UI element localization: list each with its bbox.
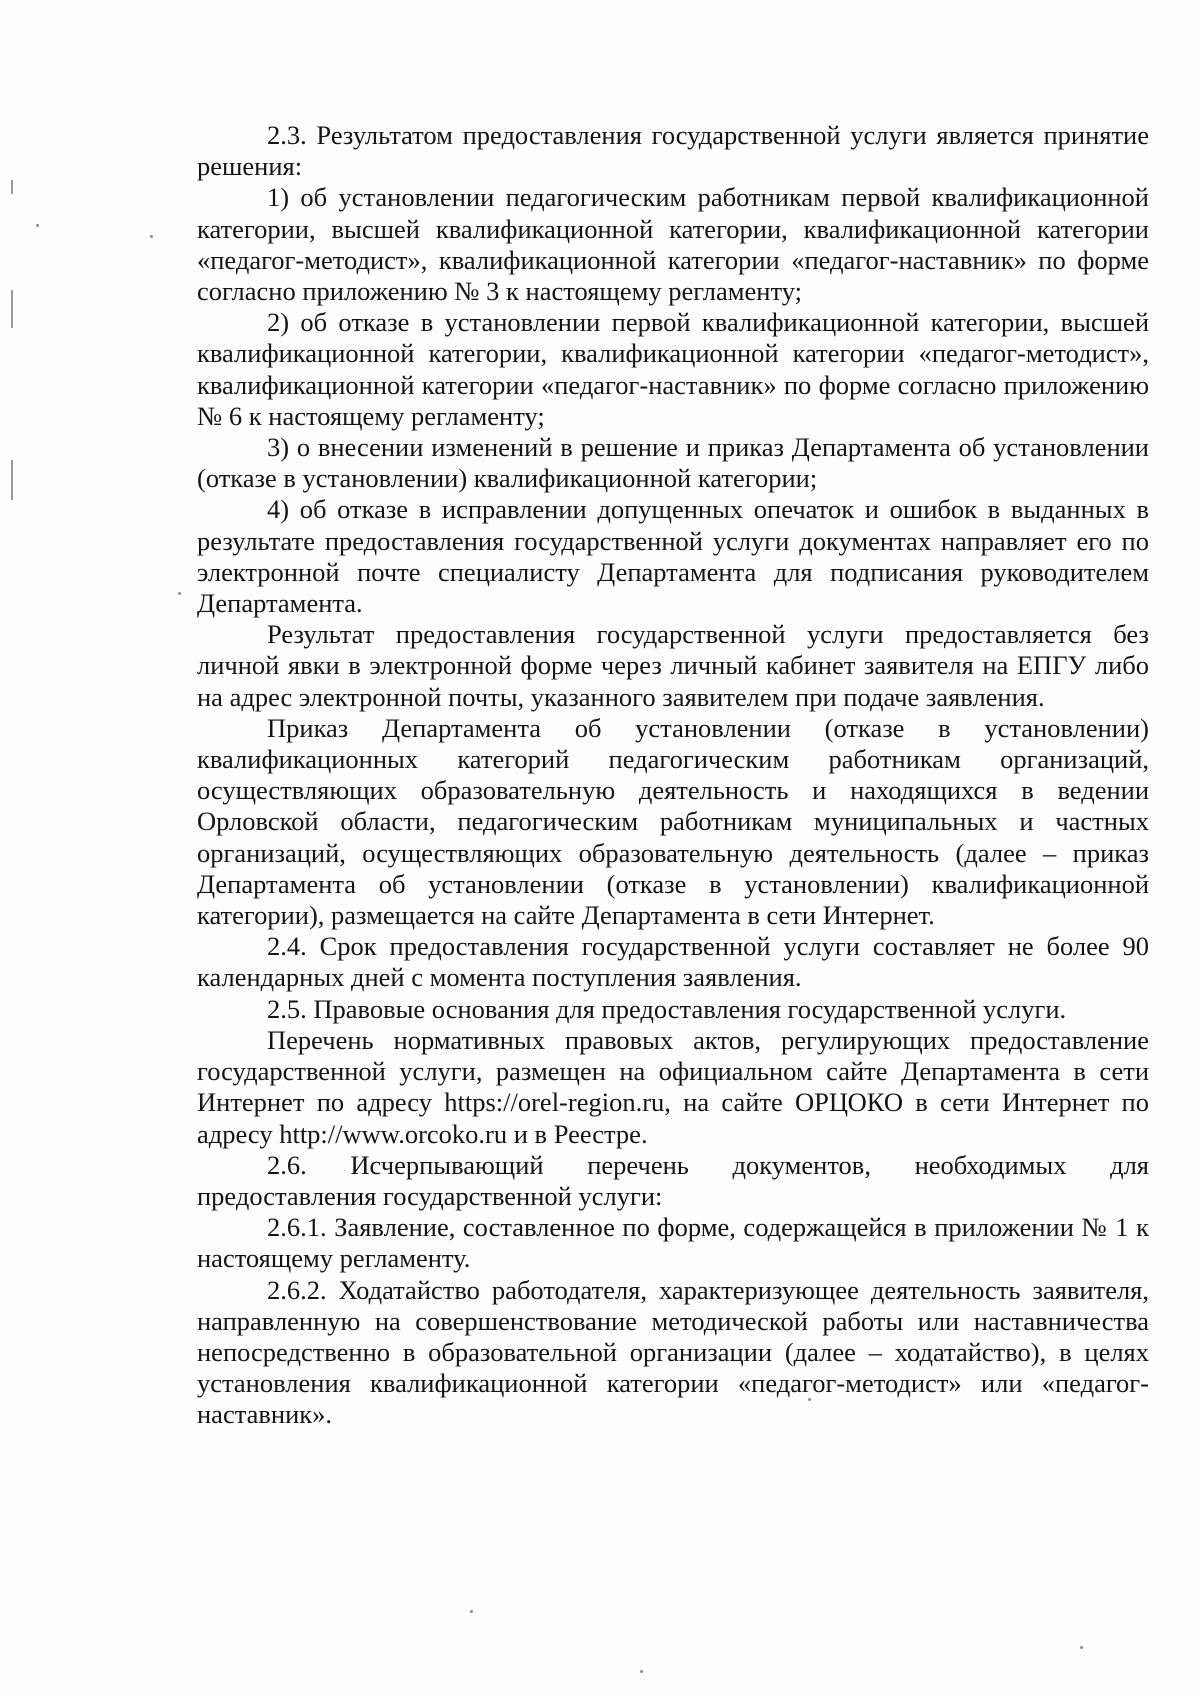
list-item-1: 1) об установлении педагогическим работникам первой квалификационной категории, высшей квалификационной категории, квалификационной категории «педагог-методист», квалификационной категории «педагог-наставник» по форме согласно приложению № 3 к настоящему регламенту; [197, 182, 1149, 307]
list-item-3: 3) о внесении изменений в решение и приказ Департамента об установлении (отказе в установлении) квалификационной категории; [197, 432, 1149, 494]
paragraph-2-4: 2.4. Срок предоставления государственной услуги составляет не более 90 календарных дней с момента поступления заявления. [197, 931, 1149, 993]
document-body [197, 120, 1149, 1431]
paragraph-2-3: 2.3. Результатом предоставления государственной услуги является принятие решения: [197, 120, 1149, 182]
paragraph-legal-acts: Перечень нормативных правовых актов, регулирующих предоставление государственной услуги, размещен на официальном сайте Департамента в сети Интернет по адресу https://orel-region.ru, на сайте ОРЦОКО в сети Интернет по адресу http://www.orcoko.ru и в Реестре. [197, 1024, 1149, 1149]
paragraph-2-6-1: 2.6.1. Заявление, составленное по форме, содержащейся в приложении № 1 к настоящему регламенту. [197, 1212, 1149, 1274]
paragraph-result: Результат предоставления государственной услуги предоставляется без личной явки в электронной форме через личный кабинет заявителя на ЕПГУ либо на адрес электронной почты, указанного заявителем при подаче заявления. [197, 619, 1149, 712]
scan-dot [36, 224, 39, 227]
scan-mark [11, 460, 13, 500]
scan-mark [11, 180, 13, 194]
list-item-2: 2) об отказе в установлении первой квалификационной категории, высшей квалификационной категории, квалификационной категории «педагог-методист», квалификационной категории «педагог-наставник» по форме согласно приложению № 6 к настоящему регламенту; [197, 307, 1149, 431]
scan-dot [640, 1670, 643, 1673]
paragraph-2-5: 2.5. Правовые основания для предоставления государственной услуги. [267, 993, 1067, 1024]
list-item-4: 4) об отказе в исправлении допущенных опечаток и ошибок в выданных в результате предоставления государственной услуги документах направляет его по электронной почте специалисту Департамента для подписания руководителем Департамента. [197, 494, 1149, 619]
paragraph-2-6-2: 2.6.2. Ходатайство работодателя, характеризующее деятельность заявителя, направленную на совершенствование методической работы или наставничества непосредственно в образовательной организации (далее – ходатайство), в целях установления квалификационной категории «педагог-методист» или «педагог-наставник». [197, 1274, 1149, 1430]
paragraph-2-6: 2.6. Исчерпывающий перечень документов, необходимых для предоставления государственной услуги: [197, 1149, 1149, 1211]
scan-dot [470, 1610, 473, 1613]
scan-mark [11, 290, 13, 328]
scan-dot [150, 235, 153, 238]
paragraph-order: Приказ Департамента об установлении (отказе в установлении) квалификационных категорий педагогическим работникам организаций, осуществляющих образовательную деятельность и находящихся в ведении Орловской области, педагогическим работникам муниципальных и частных организаций, осуществляющих образовательную деятельность (далее – приказ Департамента об установлении (отказе в установлении) квалификационной категории), размещается на сайте Департамента в сети Интернет. [197, 712, 1149, 931]
scan-dot [178, 592, 181, 595]
scan-dot [1080, 1646, 1083, 1649]
